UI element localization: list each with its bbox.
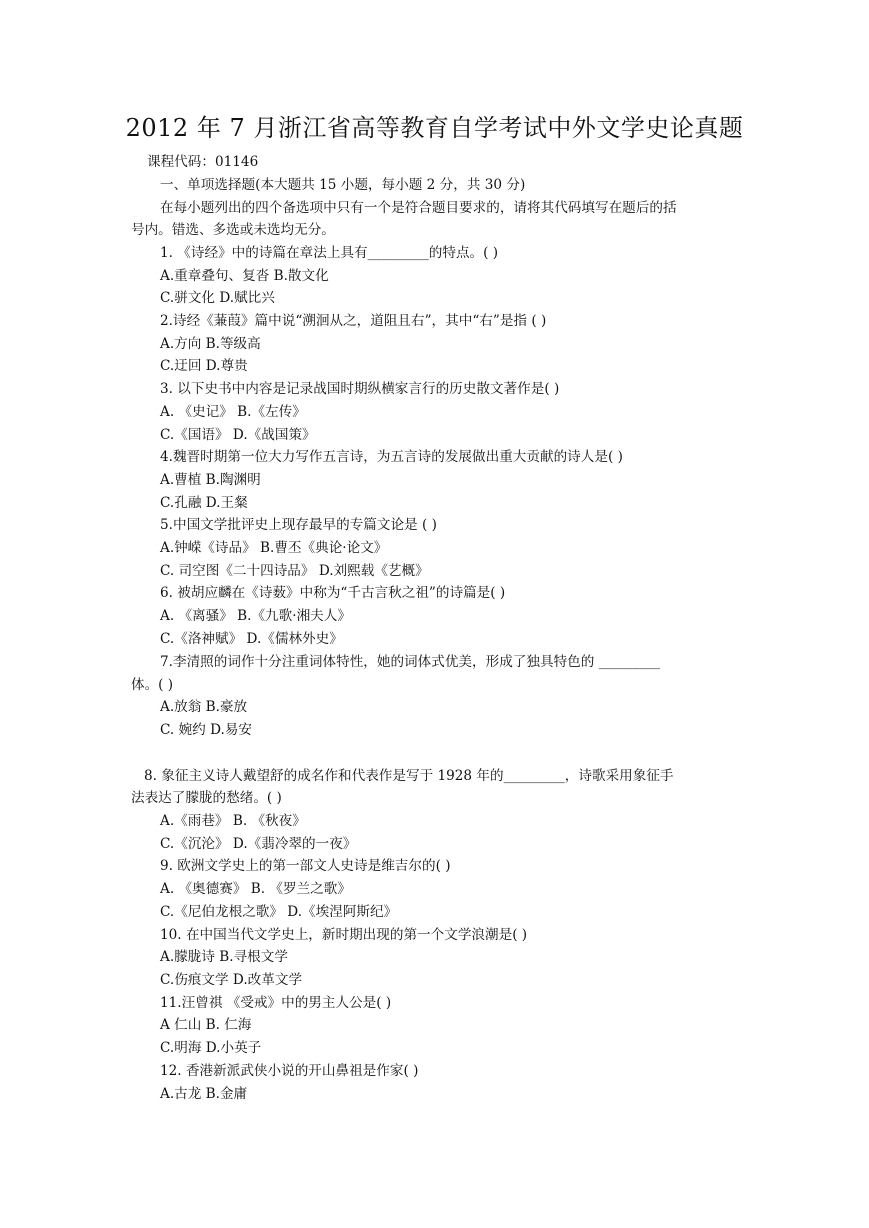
question-options: A. 《史记》 B.《左传》 xyxy=(160,404,306,420)
question-options: A.方向 B.等级高 xyxy=(160,336,261,352)
question-stem: 3. 以下史书中内容是记录战国时期纵横家言行的历史散文著作是( ) xyxy=(160,381,560,397)
question-options: A.重章叠句、复沓 B.散文化 xyxy=(160,268,329,284)
question-stem: 9. 欧洲文学史上的第一部文人史诗是维吉尔的( ) xyxy=(160,858,451,874)
question-options: A.曹植 B.陶渊明 xyxy=(160,472,261,488)
question-stem: 10. 在中国当代文学史上，新时期出现的第一个文学浪潮是( ) xyxy=(160,927,528,943)
question-options: C.迂回 D.尊贵 xyxy=(160,358,248,374)
question-stem: 4.魏晋时期第一位大力写作五言诗，为五言诗的发展做出重大贡献的诗人是( ) xyxy=(160,449,623,465)
question-options: A. 《离骚》 B.《九歌·湘夫人》 xyxy=(160,608,351,624)
question-stem-cont: 体。( ) xyxy=(131,677,174,693)
question-options: A.朦胧诗 B.寻根文学 xyxy=(160,949,288,965)
question-options: C.《国语》 D.《战国策》 xyxy=(160,427,316,443)
question-options: A 仁山 B. 仁海 xyxy=(160,1017,252,1033)
question-options: A.古龙 B.金庸 xyxy=(160,1086,248,1102)
question-stem: 6. 被胡应麟在《诗薮》中称为“千古言秋之祖”的诗篇是( ) xyxy=(160,585,506,601)
question-stem: 8. 象征主义诗人戴望舒的成名作和代表作是写于 1928 年的_________，诗歌采用象征手 xyxy=(144,768,674,784)
question-options: C.明海 D.小英子 xyxy=(160,1040,262,1056)
question-options: C.《尼伯龙根之歌》 D.《埃涅阿斯纪》 xyxy=(160,904,398,920)
section-instruction: 在每小题列出的四个备选项中只有一个是符合题目要求的，请将其代码填写在题后的括 xyxy=(160,200,677,216)
question-options: A.放翁 B.豪放 xyxy=(160,699,248,715)
section-instruction-cont: 号内。错选、多选或未选均无分。 xyxy=(131,222,335,238)
question-stem: 2.诗经《蒹葭》篇中说“溯洄从之，道阻且右”，其中“右”是指 ( ) xyxy=(160,313,547,329)
question-stem: 1. 《诗经》中的诗篇在章法上具有_________的特点。( ) xyxy=(160,245,499,261)
question-options: A.《雨巷》 B. 《秋夜》 xyxy=(160,813,306,829)
question-options: C.孔融 D.王粲 xyxy=(160,495,248,511)
question-options: C.《洛神赋》 D.《儒林外史》 xyxy=(160,631,343,647)
question-options: A.钟嵘《诗品》 B.曹丕《典论·论文》 xyxy=(160,540,388,556)
question-stem: 12. 香港新派武侠小说的开山鼻祖是作家( ) xyxy=(160,1063,419,1079)
question-stem-cont: 法表达了朦胧的愁绪。( ) xyxy=(131,790,282,806)
section-heading: 一、单项选择题(本大题共 15 小题，每小题 2 分，共 30 分) xyxy=(160,177,526,193)
question-options: C.骈文化 D.赋比兴 xyxy=(160,290,275,306)
question-options: C.《沉沦》 D.《翡冷翠的一夜》 xyxy=(160,836,357,852)
question-stem: 5.中国文学批评史上现存最早的专篇文论是 ( ) xyxy=(160,517,437,533)
course-code: 课程代码：01146 xyxy=(147,154,259,170)
question-stem: 7.李清照的词作十分注重词体特性，她的词体式优美，形成了独具特色的 _________ xyxy=(160,654,660,670)
question-options: A. 《奥德赛》 B. 《罗兰之歌》 xyxy=(160,881,351,897)
question-options: C. 司空图《二十四诗品》 D.刘熙载《艺概》 xyxy=(160,563,429,579)
question-stem: 11.汪曾祺 《受戒》中的男主人公是( ) xyxy=(160,995,392,1011)
page-title: 2012 年 7 月浙江省高等教育自学考试中外文学史论真题 xyxy=(125,114,744,142)
question-options: C. 婉约 D.易安 xyxy=(160,722,252,738)
question-options: C.伤痕文学 D.改革文学 xyxy=(160,972,303,988)
